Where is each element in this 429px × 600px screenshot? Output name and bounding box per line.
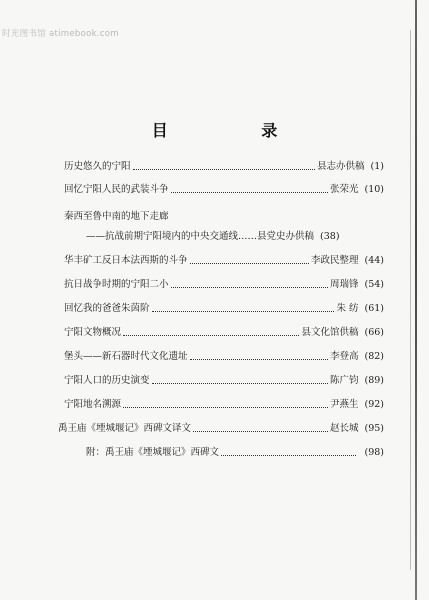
- entry-author: 陈广钧: [329, 375, 359, 386]
- dot-leader: [152, 311, 335, 312]
- entry-page: (54): [364, 279, 384, 290]
- entry-author: 赵长城: [329, 423, 359, 434]
- dot-leader: [190, 263, 309, 264]
- watermark-text: 时光图书馆 atimebook.com: [2, 29, 119, 39]
- entry-title: ——抗战前期宁阳境内的中央交通线……: [86, 231, 258, 242]
- entry-title: 抗日战争时期的宁阳二小: [64, 279, 169, 290]
- entry-author: 县志办供稿: [317, 161, 365, 172]
- toc-entry: [64, 277, 384, 291]
- dot-leader: [221, 455, 356, 456]
- toc-entry: [58, 421, 384, 435]
- dot-leader: [152, 383, 328, 384]
- toc-entry: [64, 182, 384, 196]
- entry-author: 张荣光: [329, 184, 359, 195]
- entry-page: (10): [364, 184, 384, 195]
- entry-author: 周瑞锋: [329, 279, 359, 290]
- entry-title: 华丰矿工反日本法西斯的斗争: [64, 255, 188, 266]
- dot-leader: [133, 169, 316, 170]
- section-heading: 秦西至鲁中南的地下走廊: [64, 211, 169, 222]
- dot-leader: [171, 287, 328, 288]
- entry-author: 尹燕生: [329, 399, 359, 410]
- entry-title: 宁阳文物概况: [64, 327, 122, 338]
- toc-entry: [86, 229, 384, 243]
- entry-author: 李登高: [329, 351, 359, 362]
- toc-entry: [64, 397, 384, 411]
- entry-page: (98): [364, 447, 384, 458]
- toc-entry: [86, 445, 384, 459]
- entry-page: (89): [364, 375, 384, 386]
- entry-author: 朱 纺: [336, 303, 359, 314]
- entry-page: (92): [364, 399, 384, 410]
- entry-page: (82): [364, 351, 384, 362]
- entry-author: 县文化馆供稿: [301, 327, 359, 338]
- entry-author: 县党史办供稿: [257, 231, 315, 242]
- toc-entry: [64, 325, 384, 339]
- entry-title: 禹王庙《堙城堰记》西碑文译文: [58, 423, 192, 434]
- entry-title: 宁阳地名溯源: [64, 399, 122, 410]
- entry-title: 附：禹王庙《堙城堰记》西碑文: [86, 447, 220, 458]
- dot-leader: [193, 431, 328, 432]
- page-edge-line: [415, 0, 417, 600]
- toc-entry: [64, 253, 384, 267]
- entry-title: 宁阳人口的历史演变: [64, 375, 150, 386]
- entry-title: 历史悠久的宁阳: [64, 161, 131, 172]
- toc-entry: [64, 373, 384, 387]
- entry-title: 回忆宁阳人民的武装斗争: [64, 184, 169, 195]
- dot-leader: [123, 335, 299, 336]
- entry-author: 李政民整理: [310, 255, 359, 266]
- entry-title: 回忆我的爸爸朱茵阶: [64, 303, 150, 314]
- dot-leader: [171, 192, 328, 193]
- entry-page: (1): [370, 161, 384, 172]
- entry-page: (38): [320, 231, 340, 242]
- dot-leader: [123, 407, 328, 408]
- entry-title: 堡头——新石器时代文化遗址: [64, 351, 188, 362]
- page-edge-line: [410, 30, 411, 570]
- entry-page: (61): [364, 303, 384, 314]
- toc-entry: [64, 301, 384, 315]
- toc-entry: [64, 349, 384, 363]
- entry-page: (95): [364, 423, 384, 434]
- toc-entry: [64, 159, 384, 173]
- entry-page: (44): [364, 255, 384, 266]
- dot-leader: [190, 359, 328, 360]
- toc-title: 目 录: [151, 121, 322, 140]
- entry-page: (66): [364, 327, 384, 338]
